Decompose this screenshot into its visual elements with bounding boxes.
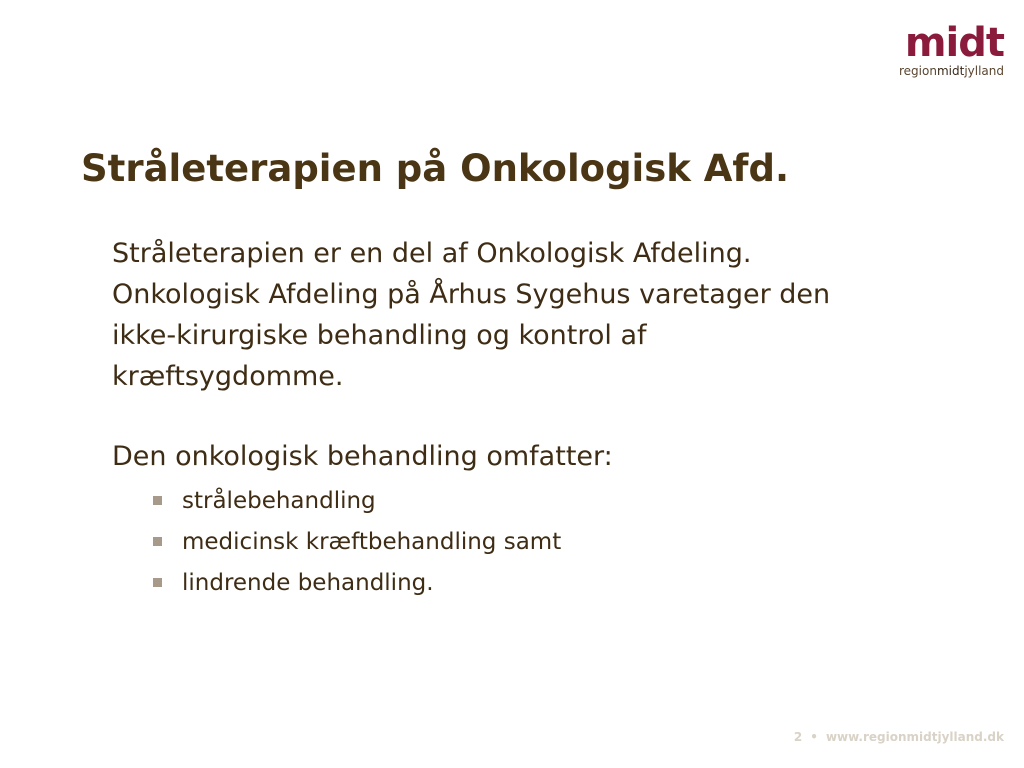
square-bullet-icon [153, 578, 162, 587]
logo-sub-mid: midt [936, 64, 965, 78]
region-midtjylland-logo [882, 20, 1004, 78]
list-item-text: medicinsk kræftbehandling samt [182, 529, 562, 555]
logo-subtitle [882, 64, 1004, 78]
slide-title: Stråleterapien på Onkologisk Afd. [81, 147, 790, 190]
intro-paragraph: Stråleterapien er en del af Onkologisk Afdeling. Onkologisk Afdeling på Århus Sygehus varetager den ikke-kirurgiske behandling og kontrol af kræftsygdomme. [112, 238, 831, 392]
treatment-list [112, 481, 852, 604]
list-item [112, 522, 852, 563]
list-item-text: strålebehandling [182, 488, 376, 514]
logo-wordmark: midt [904, 20, 1004, 66]
list-item [112, 481, 852, 522]
square-bullet-icon [153, 496, 162, 505]
logo-sub-prefix: region [899, 64, 937, 78]
footer-url: www.regionmidtjylland.dk [825, 730, 1004, 744]
logo-sub-suffix: jylland [964, 64, 1004, 78]
page-number: 2 [793, 730, 803, 744]
list-heading-paragraph: Den onkologisk behandling omfatter: [112, 441, 613, 472]
list-item-text: lindrende behandling. [182, 570, 434, 596]
slide-body [112, 233, 852, 604]
list-item [112, 563, 852, 604]
footer-separator: • [810, 730, 818, 744]
slide-footer [794, 730, 1004, 744]
square-bullet-icon [153, 537, 162, 546]
